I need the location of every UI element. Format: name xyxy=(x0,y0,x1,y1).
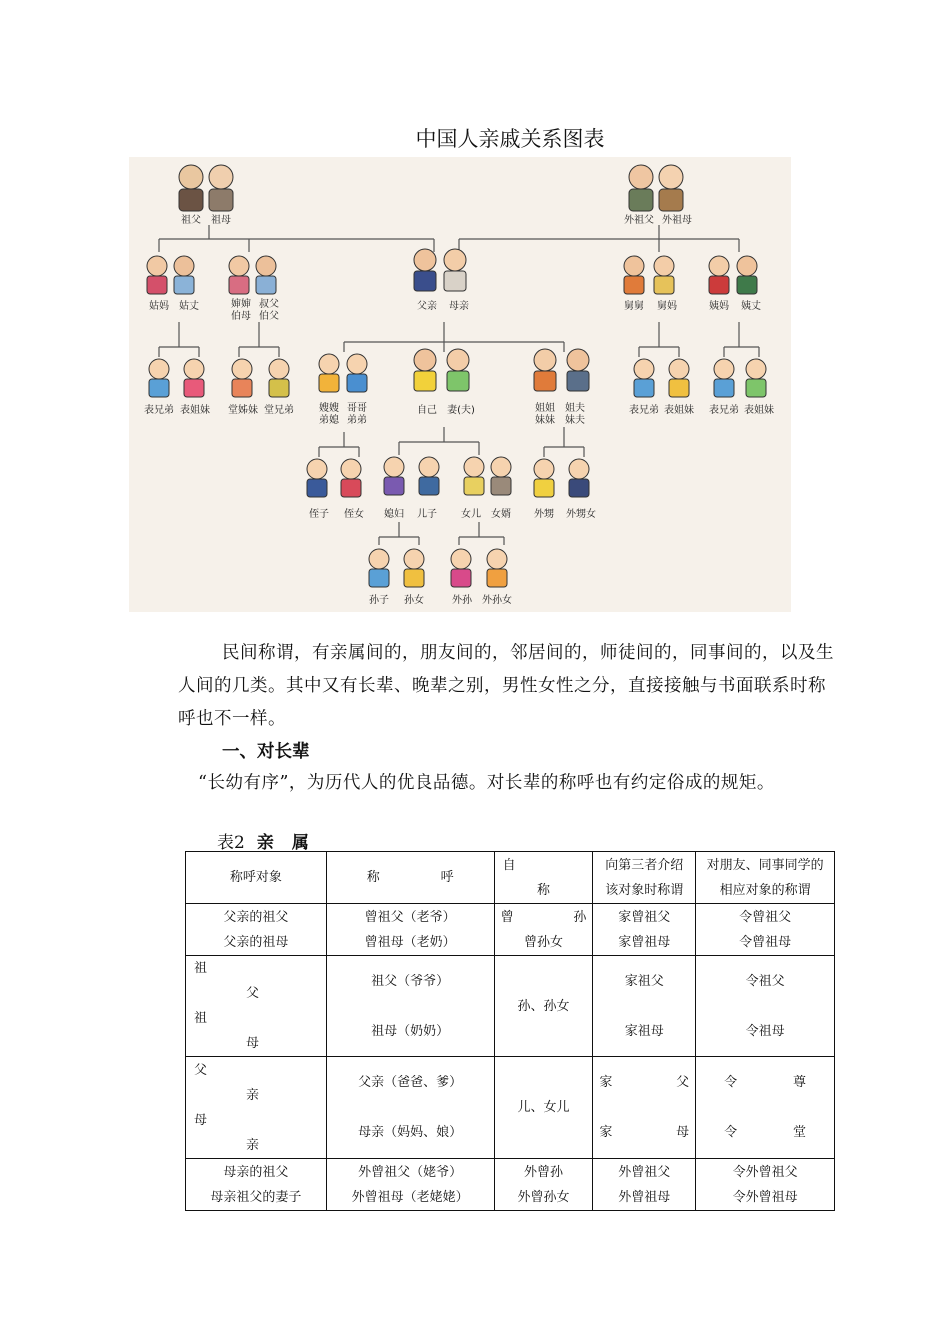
label-jiuma: 舅妈 xyxy=(657,301,677,312)
table-row: 父亲的祖父 父亲的祖母 曾祖父（老爷） 曾祖母（老奶） 曾 孙 曾孙女 家曾祖父 家曾祖母 令曾祖父 令曾祖母 xyxy=(186,904,835,956)
label-gege2: 弟弟 xyxy=(347,415,367,426)
header-self: 自 称 xyxy=(494,852,593,904)
label-gege: 哥哥 xyxy=(347,403,367,414)
label-daughter-in-law: 媳妇 xyxy=(384,509,404,520)
label-shenshen: 婶婶 xyxy=(231,299,251,310)
label-wife: 妻(夫) xyxy=(447,405,475,416)
label-aunt: 姑妈 xyxy=(149,301,169,312)
header-friends: 对朋友、同事同学的 相应对象的称谓 xyxy=(696,852,835,904)
table-caption-number: 表2 xyxy=(217,833,245,853)
label-father: 父亲 xyxy=(417,301,437,312)
label-yizhang: 姨丈 xyxy=(741,301,761,312)
table-caption xyxy=(217,828,327,853)
header-target: 称呼对象 xyxy=(186,852,327,904)
label-m-grandfather: 外祖父 xyxy=(624,215,654,226)
label-cousin-b1: 堂姊妹 xyxy=(228,405,258,416)
label-son: 儿子 xyxy=(417,509,437,520)
table-caption-title: 亲属 xyxy=(256,833,327,853)
label-waishengnv: 外甥女 xyxy=(566,509,596,520)
label-grandmother: 祖母 xyxy=(211,215,231,226)
kinship-table xyxy=(185,851,835,1211)
label-jiefu: 姐夫 xyxy=(565,403,585,414)
elders-paragraph: “长幼有序”，为历代人的优良品德。对长辈的称呼也有约定俗成的规矩。 xyxy=(198,773,775,793)
label-m-grandmother: 外祖母 xyxy=(662,215,692,226)
label-wai-grandson: 外孙 xyxy=(452,595,472,606)
label-jiujiu: 舅舅 xyxy=(624,301,644,312)
label-uncle: 叔父 xyxy=(259,299,279,310)
label-cousin-d1: 表兄弟 xyxy=(709,405,739,416)
header-address: 称 呼 xyxy=(326,852,494,904)
label-granddaughter: 孙女 xyxy=(404,595,424,606)
label-niece: 侄女 xyxy=(344,509,364,520)
label-sao2: 弟媳 xyxy=(319,415,339,426)
family-tree-illustration xyxy=(129,157,791,612)
label-son-in-law: 女婿 xyxy=(491,509,511,520)
label-jiejie2: 妹妹 xyxy=(535,415,555,426)
label-cousin-a1: 表兄弟 xyxy=(144,405,174,416)
label-aunt-husband: 姑丈 xyxy=(179,301,199,312)
label-grandfather: 祖父 xyxy=(181,215,201,226)
label-jiejie: 姐姐 xyxy=(535,403,555,414)
label-jiefu2: 妹夫 xyxy=(565,415,585,426)
figures xyxy=(147,165,766,587)
label-wai-granddaughter: 外孙女 xyxy=(482,595,512,606)
table-header-row xyxy=(186,852,835,904)
page-title: 中国人亲戚关系图表 xyxy=(415,127,605,151)
label-self: 自己 xyxy=(417,405,437,416)
table-row: 母亲的祖父 母亲祖父的妻子 外曾祖父（姥爷） 外曾祖母（老姥姥） 外曾孙 外曾孙女 外曾祖父 外曾祖母 令外曾祖父 令外曾祖母 xyxy=(186,1159,835,1211)
label-mother: 母亲 xyxy=(449,301,469,312)
label-cousin-c2: 表姐妹 xyxy=(664,405,694,416)
label-grandson: 孙子 xyxy=(369,595,389,606)
section-heading: 一、对长辈 xyxy=(222,742,310,762)
label-waisheng: 外甥 xyxy=(534,509,554,520)
label-cousin-c1: 表兄弟 xyxy=(629,405,659,416)
label-yima: 姨妈 xyxy=(709,301,729,312)
label-cousin-a2: 表姐妹 xyxy=(180,405,210,416)
label-nephew: 侄子 xyxy=(309,509,329,520)
table-row: 祖 父 祖 母 祖父（爷爷） 祖母（奶奶） 孙、孙女 家祖父 家祖母 令祖父 令祖母 xyxy=(186,956,835,1057)
label-daughter: 女儿 xyxy=(461,509,481,520)
table-row: 父 亲 母 亲 父亲（爸爸、爹） 母亲（妈妈、娘） 儿、女儿 家 父 家 母 令 尊 令 堂 xyxy=(186,1057,835,1159)
label-uncle2: 伯父 xyxy=(259,311,279,322)
label-shenshen2: 伯母 xyxy=(231,311,251,322)
header-third-party: 向第三者介绍 该对象时称谓 xyxy=(593,852,696,904)
intro-paragraph: 民间称谓，有亲属间的，朋友间的，邻居间的，师徒间的，同事间的，以及生人间的几类。其中又有长辈、晚辈之别，男性女性之分，直接接触与书面联系时称呼也不一样。 xyxy=(178,643,834,729)
label-sao: 嫂嫂 xyxy=(319,403,339,414)
label-cousin-b2: 堂兄弟 xyxy=(264,405,294,416)
label-cousin-d2: 表姐妹 xyxy=(744,405,774,416)
